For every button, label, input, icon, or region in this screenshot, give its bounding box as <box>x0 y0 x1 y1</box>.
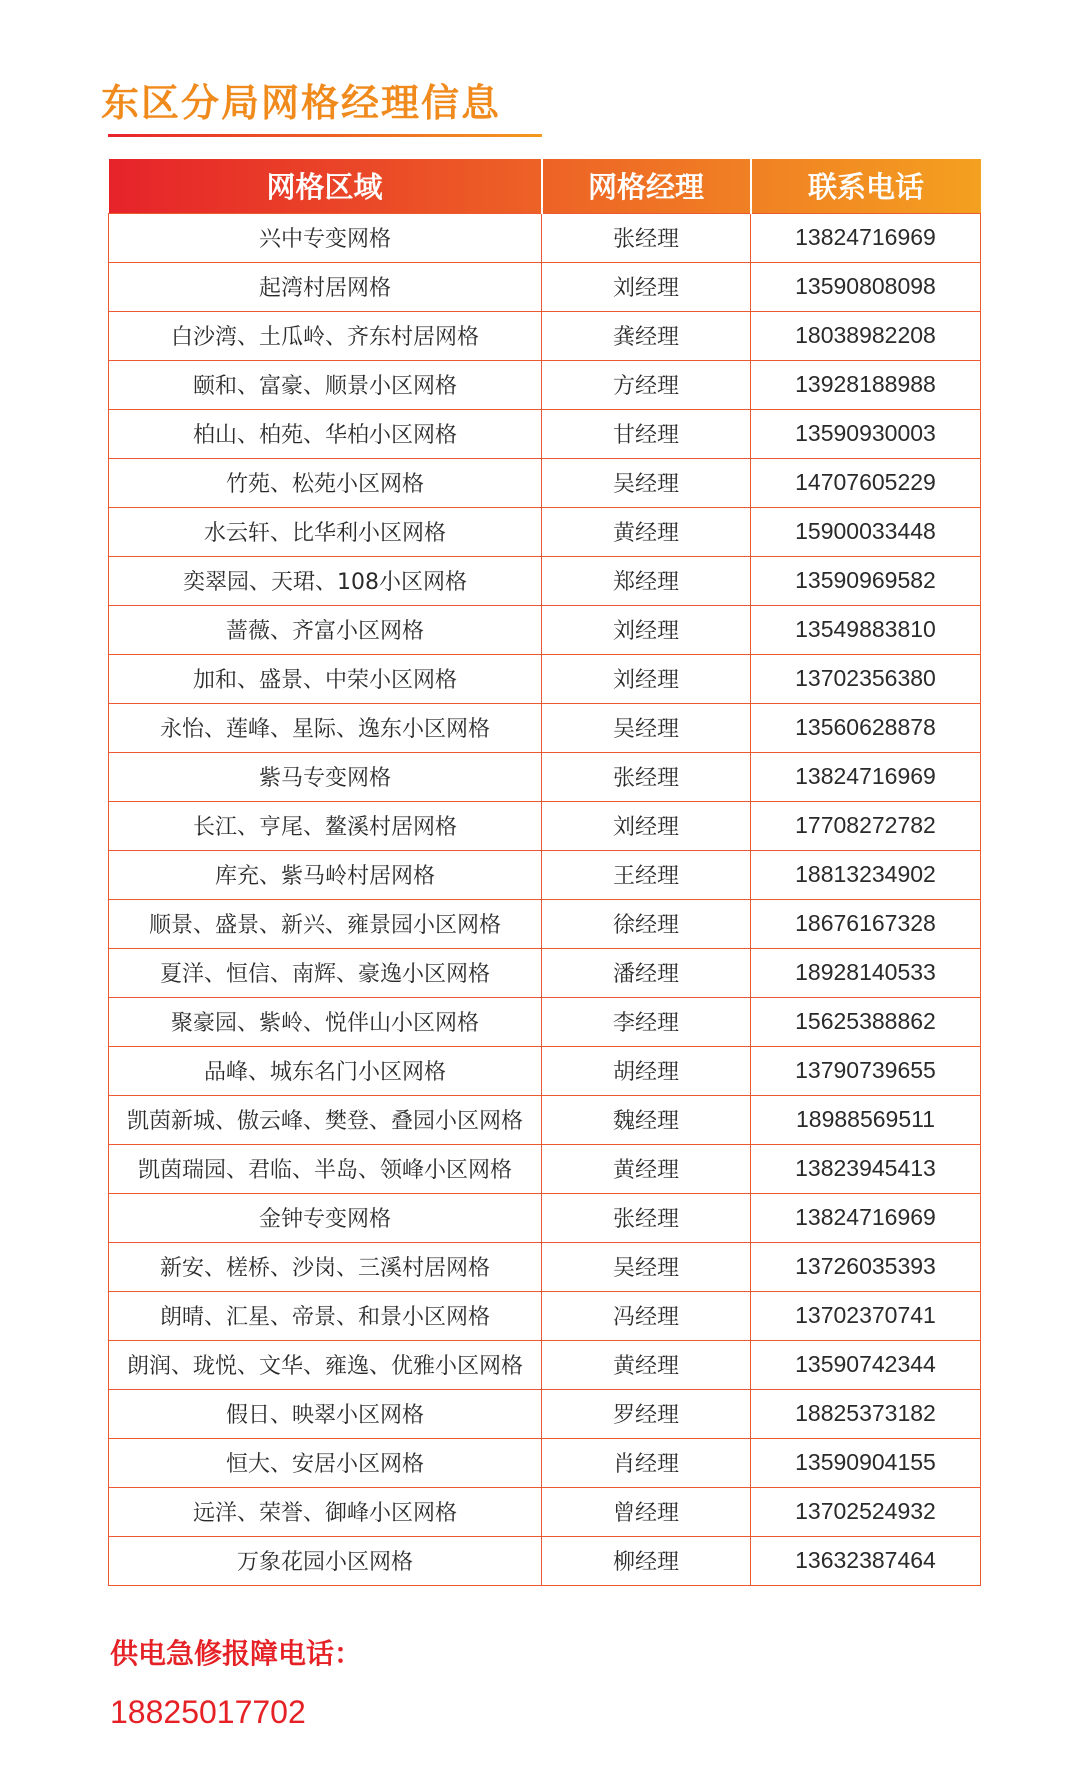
table-row <box>109 213 981 262</box>
grid-area-cell: 恒大、安居小区网格 <box>109 1438 542 1487</box>
manager-cell: 刘经理 <box>542 654 751 703</box>
grid-area-cell: 永怡、莲峰、星际、逸东小区网格 <box>109 703 542 752</box>
grid-area-cell: 水云轩、比华利小区网格 <box>109 507 542 556</box>
grid-area-cell: 凯茵瑞园、君临、半岛、领峰小区网格 <box>109 1144 542 1193</box>
grid-area-cell: 假日、映翠小区网格 <box>109 1389 542 1438</box>
grid-area-cell: 万象花园小区网格 <box>109 1536 542 1585</box>
table-row <box>109 850 981 899</box>
manager-cell: 甘经理 <box>542 409 751 458</box>
manager-cell: 吴经理 <box>542 1242 751 1291</box>
header-contact-phone: 联系电话 <box>751 159 981 213</box>
manager-cell: 柳经理 <box>542 1536 751 1585</box>
manager-cell: 龚经理 <box>542 311 751 360</box>
phone-cell: 18928140533 <box>751 948 981 997</box>
grid-area-cell: 朗晴、汇星、帝景、和景小区网格 <box>109 1291 542 1340</box>
phone-cell: 13590930003 <box>751 409 981 458</box>
grid-area-cell: 朗润、珑悦、文华、雍逸、优雅小区网格 <box>109 1340 542 1389</box>
table-row <box>109 899 981 948</box>
table-row <box>109 409 981 458</box>
phone-cell: 13824716969 <box>751 1193 981 1242</box>
phone-cell: 18676167328 <box>751 899 981 948</box>
table-row <box>109 752 981 801</box>
table-row <box>109 262 981 311</box>
table-row <box>109 605 981 654</box>
table-row <box>109 948 981 997</box>
grid-area-cell: 起湾村居网格 <box>109 262 542 311</box>
grid-area-cell: 长江、亨尾、鳌溪村居网格 <box>109 801 542 850</box>
header-grid-area: 网格区域 <box>266 170 383 205</box>
hotline-label: 供电急修报障电话： <box>110 1637 363 1670</box>
manager-cell: 王经理 <box>542 850 751 899</box>
table-row <box>109 458 981 507</box>
table-row <box>109 801 981 850</box>
table-row <box>109 360 981 409</box>
grid-area-cell: 竹苑、松苑小区网格 <box>109 458 542 507</box>
manager-cell: 徐经理 <box>542 899 751 948</box>
manager-cell: 方经理 <box>542 360 751 409</box>
manager-cell: 黄经理 <box>542 507 751 556</box>
grid-manager-table <box>108 159 981 1586</box>
table-row <box>109 997 981 1046</box>
manager-cell: 刘经理 <box>542 605 751 654</box>
grid-area-cell: 金钟专变网格 <box>109 1193 542 1242</box>
table-row <box>109 1144 981 1193</box>
manager-cell: 曾经理 <box>542 1487 751 1536</box>
manager-cell: 刘经理 <box>542 262 751 311</box>
phone-cell: 13790739655 <box>751 1046 981 1095</box>
phone-cell: 13824716969 <box>751 752 981 801</box>
manager-cell: 冯经理 <box>542 1291 751 1340</box>
grid-area-cell: 远洋、荣誉、御峰小区网格 <box>109 1487 542 1536</box>
manager-cell: 刘经理 <box>542 801 751 850</box>
phone-cell: 15625388862 <box>751 997 981 1046</box>
page-title: 东区分局网格经理信息 <box>101 81 502 125</box>
phone-cell: 18038982208 <box>751 311 981 360</box>
manager-cell: 吴经理 <box>542 458 751 507</box>
table-header-row <box>109 159 981 213</box>
manager-cell: 吴经理 <box>542 703 751 752</box>
phone-cell: 13549883810 <box>751 605 981 654</box>
grid-area-cell: 颐和、富豪、顺景小区网格 <box>109 360 542 409</box>
manager-cell: 胡经理 <box>542 1046 751 1095</box>
grid-area-cell: 加和、盛景、中荣小区网格 <box>109 654 542 703</box>
phone-cell: 13590742344 <box>751 1340 981 1389</box>
manager-cell: 罗经理 <box>542 1389 751 1438</box>
phone-cell: 13590969582 <box>751 556 981 605</box>
phone-cell: 13702356380 <box>751 654 981 703</box>
table-row <box>109 507 981 556</box>
grid-area-cell: 聚豪园、紫岭、悦伴山小区网格 <box>109 997 542 1046</box>
grid-area-cell: 蔷薇、齐富小区网格 <box>109 605 542 654</box>
header-grid-manager: 网格经理 <box>542 159 751 213</box>
phone-cell: 13928188988 <box>751 360 981 409</box>
phone-cell: 13632387464 <box>751 1536 981 1585</box>
table-row <box>109 1291 981 1340</box>
manager-cell: 黄经理 <box>542 1144 751 1193</box>
phone-cell: 13726035393 <box>751 1242 981 1291</box>
table-body <box>109 213 981 1585</box>
manager-cell: 郑经理 <box>542 556 751 605</box>
grid-area-cell: 兴中专变网格 <box>109 213 542 262</box>
manager-cell: 张经理 <box>542 752 751 801</box>
table-row <box>109 703 981 752</box>
table-row <box>109 556 981 605</box>
table-row <box>109 1242 981 1291</box>
table-row <box>109 1095 981 1144</box>
phone-cell: 13824716969 <box>751 213 981 262</box>
phone-cell: 13560628878 <box>751 703 981 752</box>
grid-area-cell: 白沙湾、土瓜岭、齐东村居网格 <box>109 311 542 360</box>
manager-cell: 李经理 <box>542 997 751 1046</box>
table-row <box>109 1046 981 1095</box>
phone-cell: 13590904155 <box>751 1438 981 1487</box>
manager-cell: 张经理 <box>542 213 751 262</box>
phone-cell: 13702524932 <box>751 1487 981 1536</box>
grid-area-cell: 凯茵新城、傲云峰、樊登、叠园小区网格 <box>109 1095 542 1144</box>
phone-cell: 13702370741 <box>751 1291 981 1340</box>
table-row <box>109 1389 981 1438</box>
phone-cell: 17708272782 <box>751 801 981 850</box>
manager-cell: 张经理 <box>542 1193 751 1242</box>
manager-cell: 黄经理 <box>542 1340 751 1389</box>
table-row <box>109 1193 981 1242</box>
table-row <box>109 311 981 360</box>
table-row <box>109 1438 981 1487</box>
manager-cell: 魏经理 <box>542 1095 751 1144</box>
grid-area-cell: 紫马专变网格 <box>109 752 542 801</box>
phone-cell: 18825373182 <box>751 1389 981 1438</box>
phone-cell: 18813234902 <box>751 850 981 899</box>
grid-area-cell: 奕翠园、天珺、108小区网格 <box>109 556 542 605</box>
table-row <box>109 654 981 703</box>
manager-cell: 潘经理 <box>542 948 751 997</box>
hotline-number: 18825017702 <box>110 1694 306 1730</box>
grid-area-cell: 夏洋、恒信、南辉、豪逸小区网格 <box>109 948 542 997</box>
phone-cell: 13823945413 <box>751 1144 981 1193</box>
table-row <box>109 1487 981 1536</box>
grid-area-cell: 新安、槎桥、沙岗、三溪村居网格 <box>109 1242 542 1291</box>
grid-area-cell: 顺景、盛景、新兴、雍景园小区网格 <box>109 899 542 948</box>
phone-cell: 15900033448 <box>751 507 981 556</box>
phone-cell: 13590808098 <box>751 262 981 311</box>
title-underline <box>108 134 542 137</box>
phone-cell: 14707605229 <box>751 458 981 507</box>
grid-area-cell: 柏山、柏苑、华柏小区网格 <box>109 409 542 458</box>
manager-cell: 肖经理 <box>542 1438 751 1487</box>
phone-cell: 18988569511 <box>751 1095 981 1144</box>
grid-area-cell: 品峰、城东名门小区网格 <box>109 1046 542 1095</box>
table-row <box>109 1536 981 1585</box>
table-row <box>109 1340 981 1389</box>
grid-area-cell: 库充、紫马岭村居网格 <box>109 850 542 899</box>
